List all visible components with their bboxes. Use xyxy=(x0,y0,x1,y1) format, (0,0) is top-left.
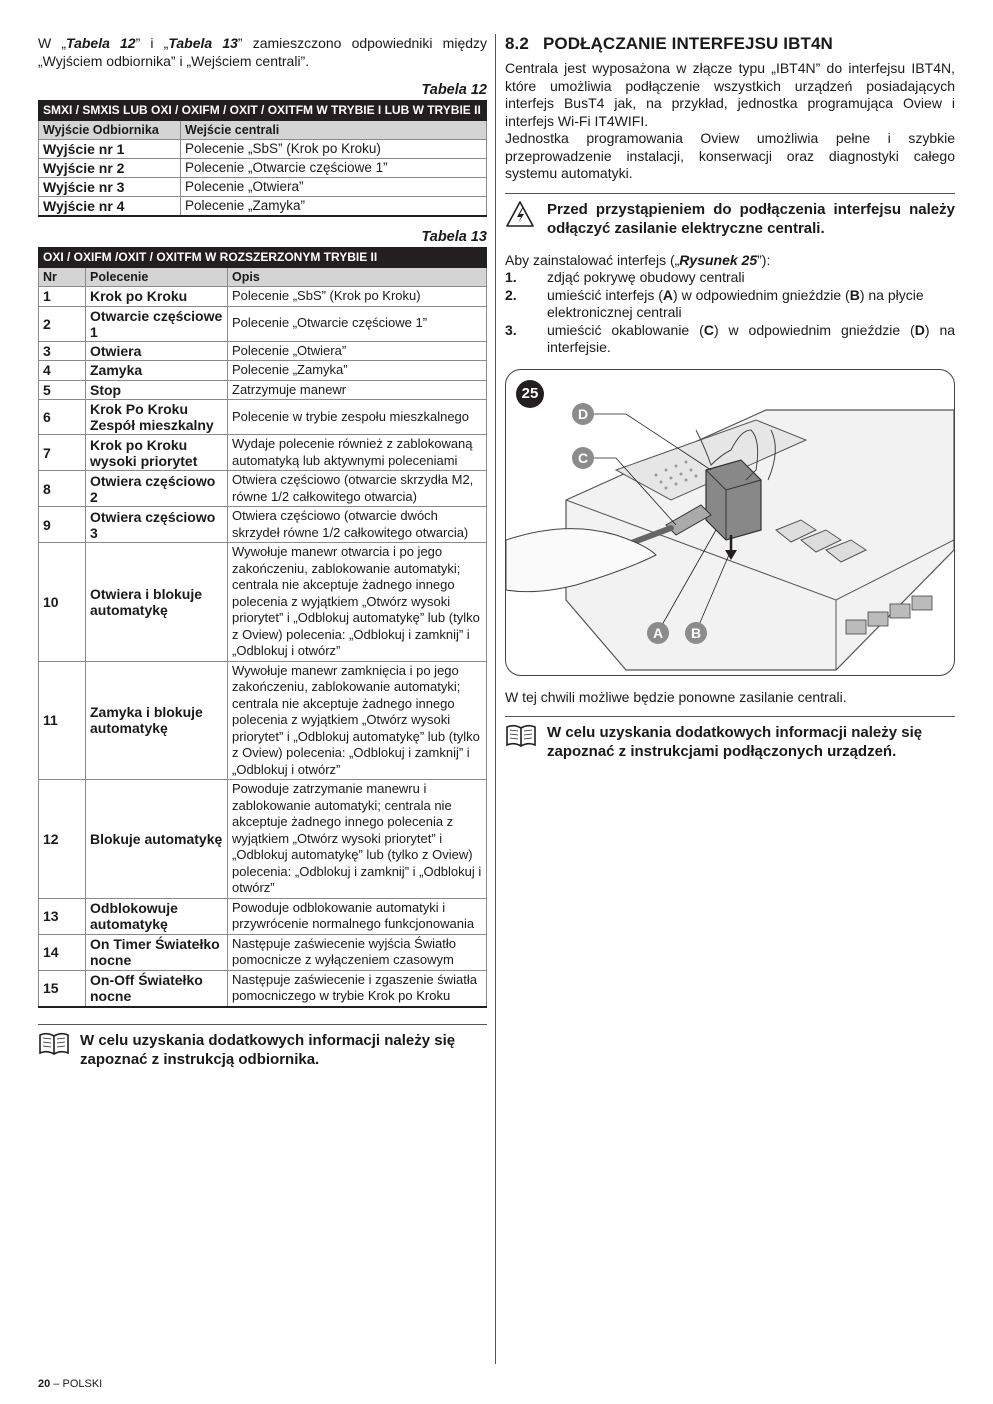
table-cell: 12 xyxy=(39,780,86,899)
table-cell: On-Off Światełko nocne xyxy=(86,970,228,1007)
note-text: W celu uzyskania dodatkowych informacji należy się zapoznać z instrukcją odbiornika. xyxy=(80,1031,456,1068)
table-row xyxy=(39,435,487,471)
figure-number-badge: 25 xyxy=(516,380,544,408)
table-cell: 15 xyxy=(39,970,86,1007)
electric-hazard-icon xyxy=(505,200,535,238)
table-cell: On Timer Światełko nocne xyxy=(86,934,228,970)
table-row xyxy=(39,471,487,507)
table12-title: SMXI / SMXIS LUB OXI / OXIFM / OXIT / OXITFM W TRYBIE I LUB W TRYBIE II xyxy=(39,101,487,121)
table-cell: Polecenie „SbS” (Krok po Kroku) xyxy=(228,287,487,307)
right-column xyxy=(505,34,955,761)
table-row xyxy=(39,140,487,159)
table-cell: Wywołuje manewr zamknięcia i po jego zakończeniu, zablokowanie automatyki; centrala nie akceptuje żadnego innego polecenia z wyjątkiem „Otwórz wysoki priorytet” i „Odblokuj automatykę” lub (tylko z Oview) polecenia: „Odblokuj i zamknij” i „Odblokuj i otwórz” xyxy=(228,661,487,780)
footer-language: – POLSKI xyxy=(50,1378,103,1390)
table12-header: Wejście centrali xyxy=(181,121,487,140)
list-item: 1. zdjąć pokrywę obudowy centrali xyxy=(505,269,745,285)
table-cell: Otwiera xyxy=(86,341,228,361)
warning-box xyxy=(505,193,955,238)
table-cell: Otwiera częściowo 2 xyxy=(86,471,228,507)
table-cell: Otwiera i blokuje automatykę xyxy=(86,543,228,662)
book-icon xyxy=(38,1031,70,1069)
table-row xyxy=(39,400,487,435)
table-cell: 6 xyxy=(39,400,86,435)
figure-25 xyxy=(505,369,955,676)
table-cell: Polecenie „Zamyka” xyxy=(228,361,487,381)
table-cell: Krok po Kroku xyxy=(86,287,228,307)
column-divider xyxy=(495,34,496,1364)
list-item: 3. umieścić okablowanie (C) w odpowiednim gnieździe (D) na interfejsie. xyxy=(505,321,956,355)
table-row xyxy=(39,306,487,341)
table-cell: 11 xyxy=(39,661,86,780)
section-heading xyxy=(505,34,955,54)
table-cell: Polecenie w trybie zespołu mieszkalnego xyxy=(228,400,487,435)
table-cell: Wyjście nr 2 xyxy=(39,159,181,178)
table-cell: Krok po Kroku wysoki priorytet xyxy=(86,435,228,471)
table-cell: Blokuje automatykę xyxy=(86,780,228,899)
warning-text: Przed przystąpieniem do podłączenia interfejsu należy odłączyć zasilanie elektryczne centrali. xyxy=(547,200,955,237)
table-row xyxy=(39,661,487,780)
table-cell: Odblokowuje automatykę xyxy=(86,898,228,934)
table-cell: Polecenie „Otwiera” xyxy=(181,178,487,197)
table-row xyxy=(39,159,487,178)
left-column xyxy=(38,34,487,1069)
paragraph: Jednostka programowania Oview umożliwia pełne i szybkie przeprowadzenie instalacji, konserwacji oraz diagnostyki całego systemu automatyki. xyxy=(505,130,955,181)
table-row xyxy=(39,341,487,361)
table-cell: 9 xyxy=(39,507,86,543)
table-cell: Polecenie „SbS” (Krok po Kroku) xyxy=(181,140,487,159)
table13-header: Polecenie xyxy=(86,268,228,287)
table-cell: Zatrzymuje manewr xyxy=(228,380,487,400)
note-text: W celu uzyskania dodatkowych informacji należy się zapoznać z instrukcjami podłączonych urządzeń. xyxy=(547,723,923,760)
page-footer xyxy=(38,1378,102,1390)
table-cell: 3 xyxy=(39,341,86,361)
table12-caption: Tabela 12 xyxy=(421,82,487,98)
table-cell: Polecenie „Otwarcie częściowe 1” xyxy=(181,159,487,178)
callout-label-a: A xyxy=(647,622,669,644)
steps-intro: Aby zainstalować interfejs („Rysunek 25”): xyxy=(505,251,771,268)
table-cell: 4 xyxy=(39,361,86,381)
table-cell: Zamyka i blokuje automatykę xyxy=(86,661,228,780)
section-title: PODŁĄCZANIE INTERFEJSU IBT4N xyxy=(542,34,833,53)
table-cell: 5 xyxy=(39,380,86,400)
callout-label-c: C xyxy=(572,447,594,469)
table13-title: OXI / OXIFM /OXIT / OXITFM W ROZSZERZONYM TRYBIE II xyxy=(39,248,487,268)
table-row xyxy=(39,507,487,543)
section-number: 8.2 xyxy=(505,34,529,53)
table12-body xyxy=(39,140,487,217)
receiver-note xyxy=(38,1024,487,1069)
table-cell: 13 xyxy=(39,898,86,934)
table-cell: Wyjście nr 3 xyxy=(39,178,181,197)
table-cell: Otwiera częściowo (otwarcie skrzydła M2, równe 1/2 całkowitego otwarcia) xyxy=(228,471,487,507)
table-cell: Zamyka xyxy=(86,361,228,381)
page-number: 20 xyxy=(38,1378,51,1390)
intro-paragraph: W „Tabela 12” i „Tabela 13” zamieszczono odpowiedniki między „Wyjściem odbiornika” i „Wejściem centrali”. xyxy=(38,35,488,69)
table-cell: Następuje zaświecenie i zgaszenie światła pomocniczego w trybie Krok po Kroku xyxy=(228,970,487,1007)
table-cell: 7 xyxy=(39,435,86,471)
list-item: 2. umieścić interfejs (A) w odpowiednim gnieździe (B) na płycie elektronicznej centrali xyxy=(505,286,924,320)
table-row xyxy=(39,178,487,197)
table-row xyxy=(39,543,487,662)
table-cell: Otwiera częściowo 3 xyxy=(86,507,228,543)
table-cell: Otwarcie częściowe 1 xyxy=(86,306,228,341)
table13-body xyxy=(39,287,487,1007)
paragraph: W tej chwili możliwe będzie ponowne zasilanie centrali. xyxy=(505,688,847,705)
table-cell: 14 xyxy=(39,934,86,970)
table-row xyxy=(39,898,487,934)
book-icon xyxy=(505,723,537,761)
table-cell: Wyjście nr 1 xyxy=(39,140,181,159)
table-cell: 8 xyxy=(39,471,86,507)
table-cell: 10 xyxy=(39,543,86,662)
table-row xyxy=(39,380,487,400)
table-row xyxy=(39,934,487,970)
table-cell: 1 xyxy=(39,287,86,307)
table-cell: Otwiera częściowo (otwarcie dwóch skrzydeł równe 1/2 całkowitego otwarcia) xyxy=(228,507,487,543)
table-cell: Krok Po Kroku Zespół mieszkalny xyxy=(86,400,228,435)
table-row xyxy=(39,197,487,217)
paragraph: Centrala jest wyposażona w złącze typu „IBT4N” do interfejsu IBT4N, które umożliwia podłączenie wszystkich urządzeń posiadających interfejs BusT4 jak, na przykład, jednostka programująca Oview i interfejs Wi-Fi IT4WIFI. xyxy=(505,60,955,129)
table-cell: Powoduje odblokowanie automatyki i przywrócenie normalnego funkcjonowania xyxy=(228,898,487,934)
table-cell: Następuje zaświecenie wyjścia Światło pomocnicze z wyłączeniem czasowym xyxy=(228,934,487,970)
table-12 xyxy=(38,100,487,217)
table-row xyxy=(39,970,487,1007)
callout-label-b: B xyxy=(685,622,707,644)
table12-header: Wyjście Odbiornika xyxy=(39,121,181,140)
callout-label-d: D xyxy=(572,403,594,425)
table-cell: Wyjście nr 4 xyxy=(39,197,181,217)
table-row xyxy=(39,287,487,307)
table-cell: Powoduje zatrzymanie manewru i zablokowanie automatyki; centrala nie akceptuje żadnego innego polecenia z wyjątkiem „Otwórz wysoki priorytet” i „Odblokuj automatykę” lub (tylko z Oview) polecenia: „Odblokuj i zamknij” i „Odblokuj i otwórz” xyxy=(228,780,487,899)
table-cell: Wydaje polecenie również z zablokowaną automatyką lub aktywnymi poleceniami xyxy=(228,435,487,471)
table-cell: Polecenie „Zamyka” xyxy=(181,197,487,217)
table13-header: Nr xyxy=(39,268,86,287)
table13-header: Opis xyxy=(228,268,487,287)
devices-note xyxy=(505,716,955,761)
table-cell: Polecenie „Otwiera” xyxy=(228,341,487,361)
table-cell: Stop xyxy=(86,380,228,400)
table-13 xyxy=(38,247,487,1008)
table-row xyxy=(39,361,487,381)
table-row xyxy=(39,780,487,899)
table-cell: Wywołuje manewr otwarcia i po jego zakończeniu, zablokowanie automatyki; centrala nie akceptuje żadnego innego polecenia z wyjątkiem „Otwórz wysoki priorytet” i „Odblokuj automatykę” lub (tylko z Oview) polecenia: „Odblokuj i zamknij” i „Odblokuj i otwórz” xyxy=(228,543,487,662)
table-cell: Polecenie „Otwarcie częściowe 1” xyxy=(228,306,487,341)
table-cell: 2 xyxy=(39,306,86,341)
table13-caption: Tabela 13 xyxy=(421,229,487,245)
steps-list xyxy=(505,252,955,357)
